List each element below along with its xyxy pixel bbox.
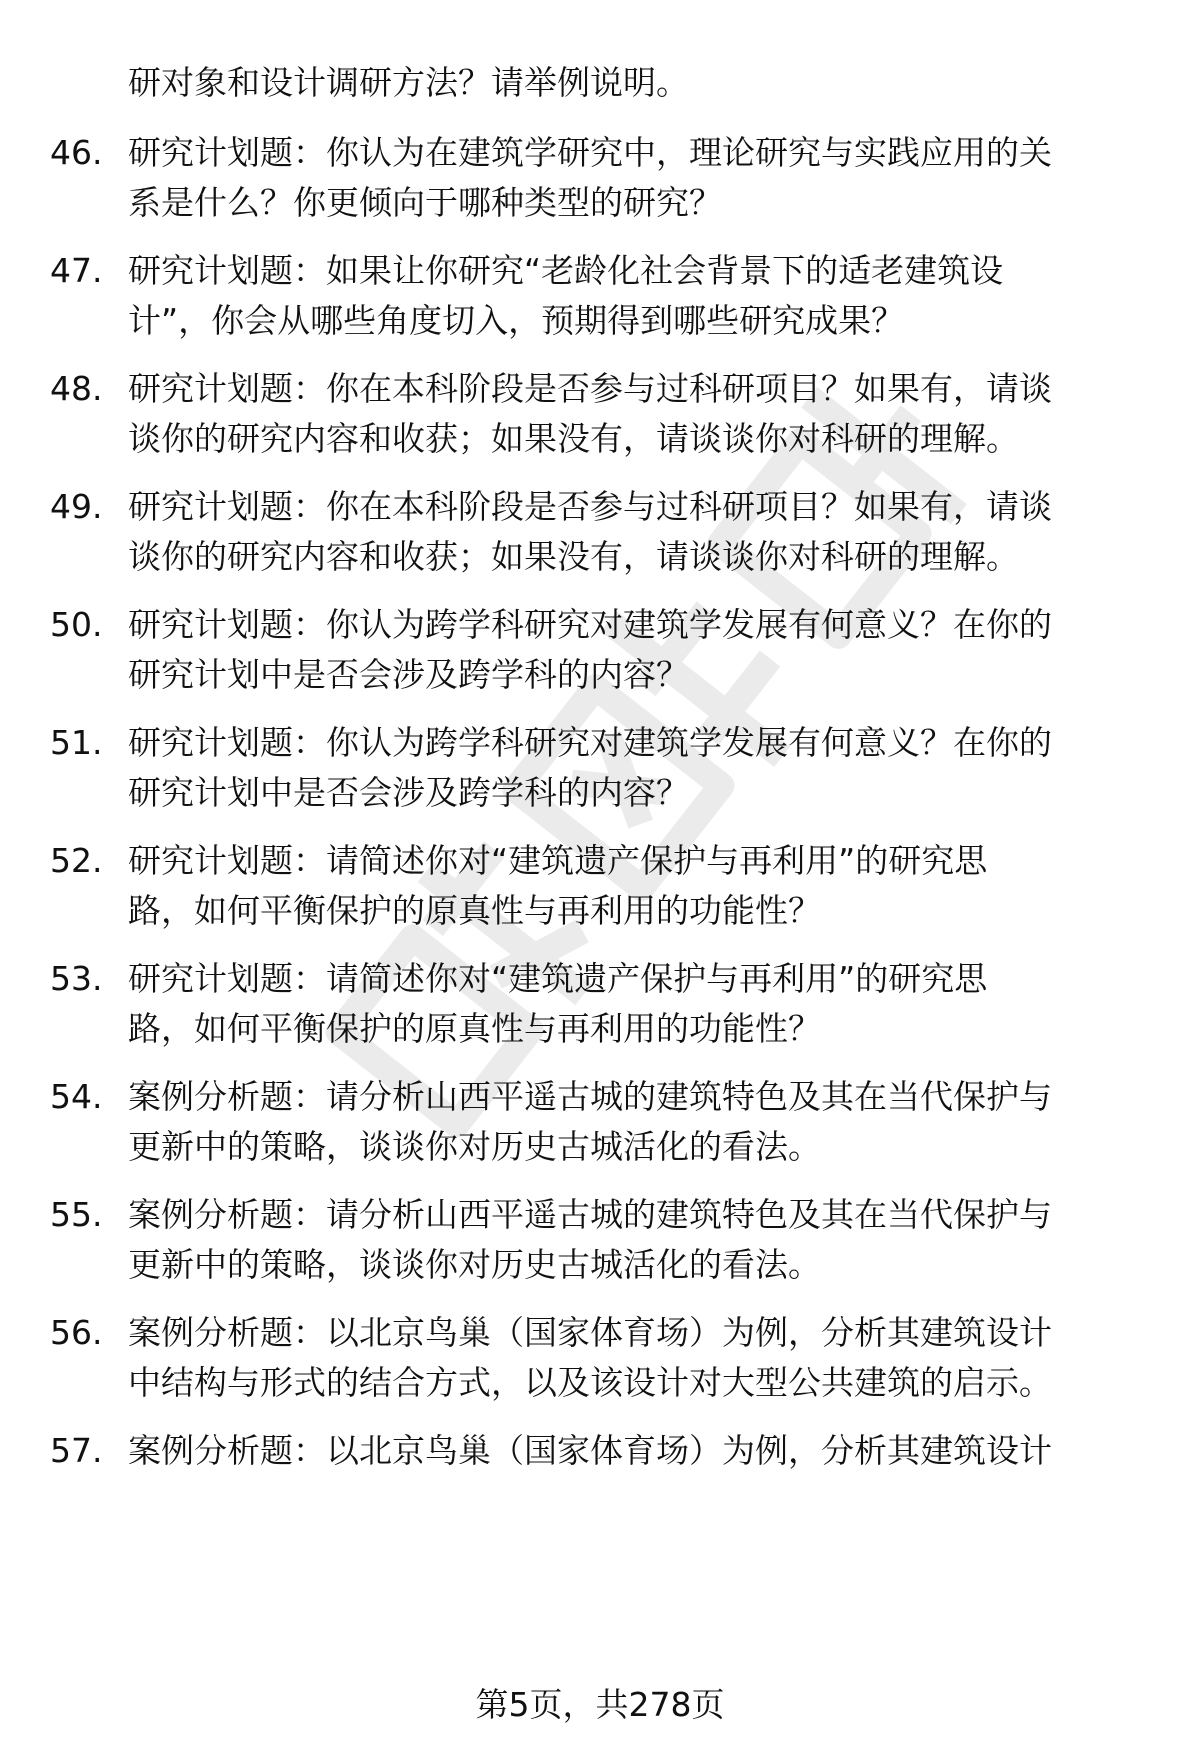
question-text-line: 研究计划题：如果让你研究“老龄化社会背景下的适老建筑设: [128, 251, 1004, 290]
question-number: 48.: [50, 369, 103, 408]
question-number: 56.: [50, 1313, 103, 1352]
question-number: 47.: [50, 251, 103, 290]
question-number: 49.: [50, 487, 103, 526]
question-text-line: 研究计划题：你在本科阶段是否参与过科研项目？如果有，请谈: [128, 369, 1052, 408]
question-text-line: 中结构与形式的结合方式，以及该设计对大型公共建筑的启示。: [128, 1363, 1052, 1402]
question-text-line: 研究计划题：请简述你对“建筑遗产保护与再利用”的研究思: [128, 959, 988, 998]
question-text-line: 案例分析题：以北京鸟巢（国家体育场）为例，分析其建筑设计: [128, 1431, 1052, 1470]
question-number: 54.: [50, 1077, 103, 1116]
question-text-line: 研究计划中是否会涉及跨学科的内容？: [128, 773, 689, 812]
page-footer: 第5页，共278页: [475, 1685, 725, 1724]
question-number: 52.: [50, 841, 103, 880]
question-number: 55.: [50, 1195, 103, 1234]
question-text-line: 计”，你会从哪些角度切入，预期得到哪些研究成果？: [128, 301, 905, 340]
question-number: 53.: [50, 959, 103, 998]
question-text-line: 更新中的策略，谈谈你对历史古城活化的看法。: [128, 1127, 821, 1166]
question-text-line: 案例分析题：请分析山西平遥古城的建筑特色及其在当代保护与: [128, 1195, 1052, 1234]
question-text-line: 系是什么？你更倾向于哪种类型的研究？: [128, 183, 722, 222]
question-text-line: 研究计划题：你认为跨学科研究对建筑学发展有何意义？在你的: [128, 723, 1052, 762]
question-number: 46.: [50, 133, 103, 172]
question-text-line: 研究计划题：你在本科阶段是否参与过科研项目？如果有，请谈: [128, 487, 1052, 526]
question-text-line: 研究计划中是否会涉及跨学科的内容？: [128, 655, 689, 694]
continuation-line: 研对象和设计调研方法？请举例说明。: [128, 63, 689, 102]
question-text-line: 谈你的研究内容和收获；如果没有，请谈谈你对科研的理解。: [128, 537, 1019, 576]
question-text-line: 更新中的策略，谈谈你对历史古城活化的看法。: [128, 1245, 821, 1284]
question-text-line: 案例分析题：请分析山西平遥古城的建筑特色及其在当代保护与: [128, 1077, 1052, 1116]
question-text-line: 路，如何平衡保护的原真性与再利用的功能性？: [128, 891, 821, 930]
question-text-line: 研究计划题：请简述你对“建筑遗产保护与再利用”的研究思: [128, 841, 988, 880]
question-number: 50.: [50, 605, 103, 644]
question-text-line: 案例分析题：以北京鸟巢（国家体育场）为例，分析其建筑设计: [128, 1313, 1052, 1352]
question-number: 57.: [50, 1431, 103, 1470]
question-number: 51.: [50, 723, 103, 762]
question-text-line: 谈你的研究内容和收获；如果没有，请谈谈你对科研的理解。: [128, 419, 1019, 458]
question-text-line: 路，如何平衡保护的原真性与再利用的功能性？: [128, 1009, 821, 1048]
question-text-line: 研究计划题：你认为跨学科研究对建筑学发展有何意义？在你的: [128, 605, 1052, 644]
question-text-line: 研究计划题：你认为在建筑学研究中，理论研究与实践应用的关: [128, 133, 1052, 172]
